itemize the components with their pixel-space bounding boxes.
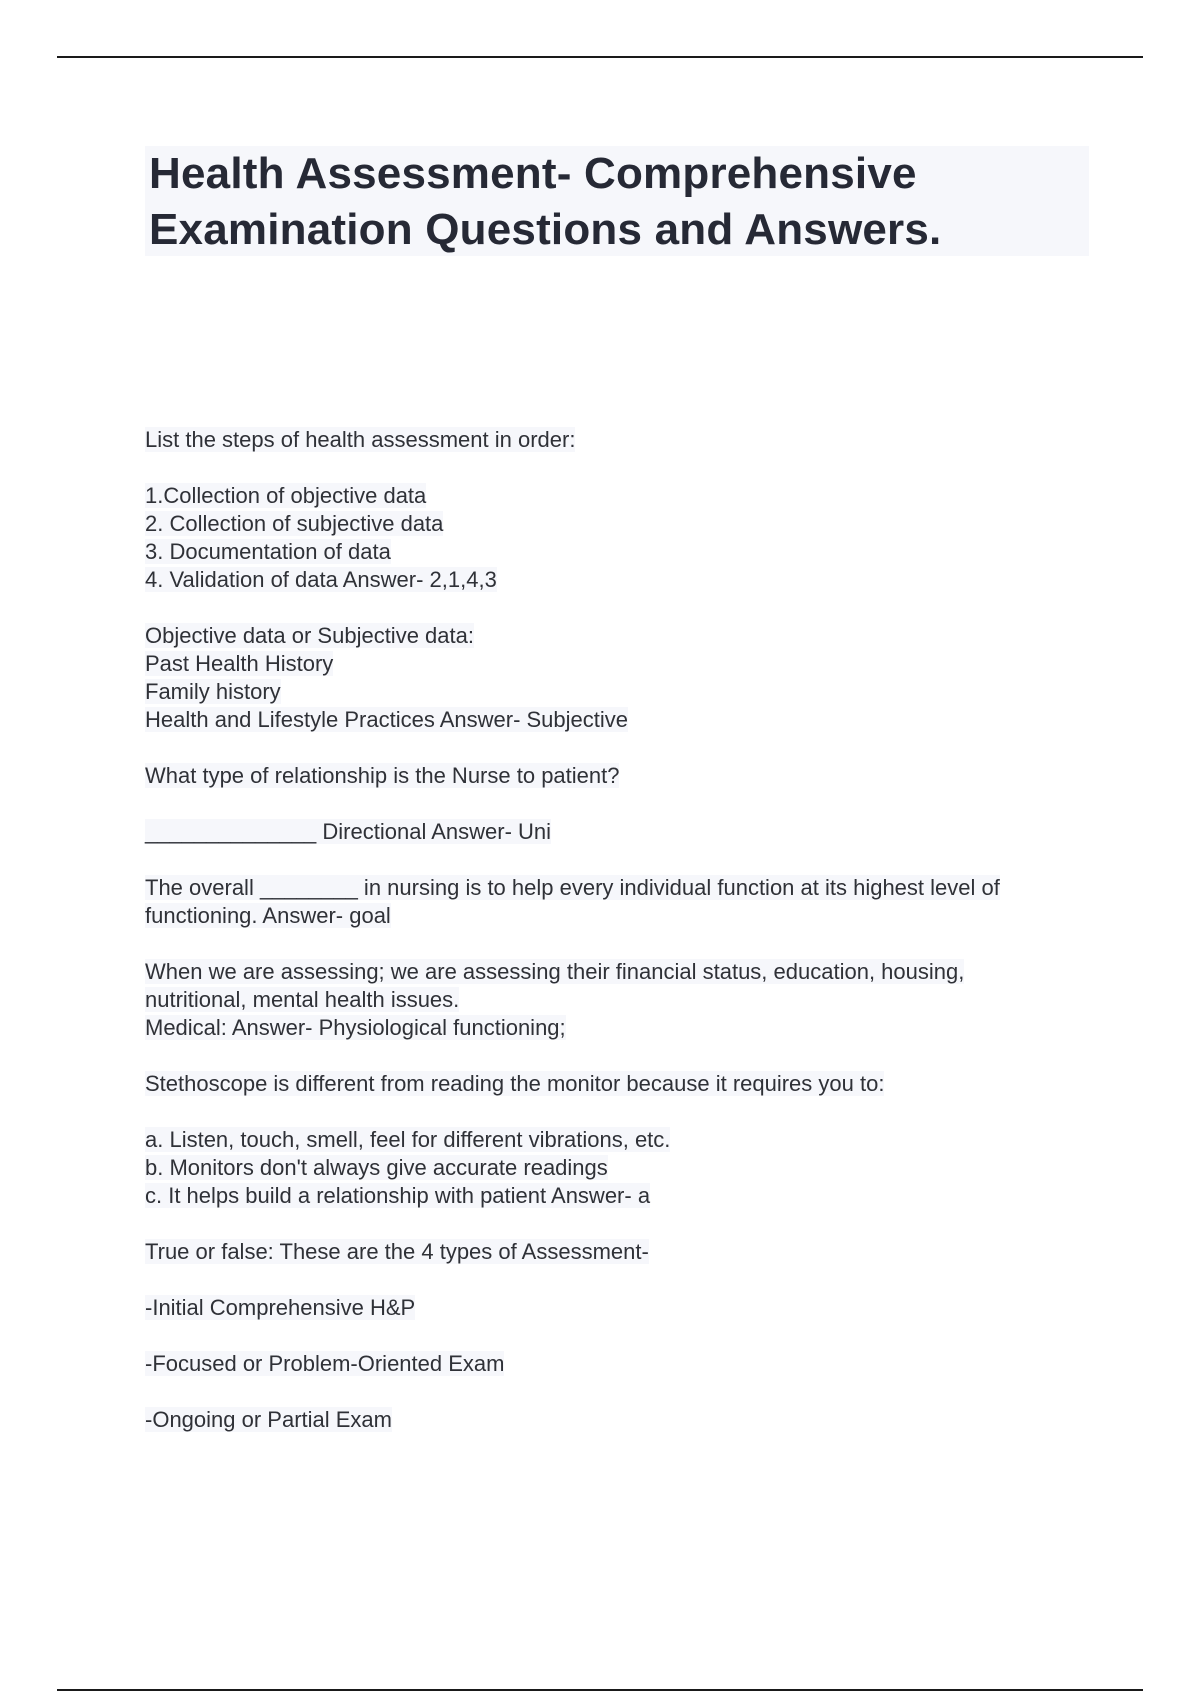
question-overall-goal — [145, 874, 1095, 930]
question-steps-prompt — [145, 426, 1095, 454]
text-line: Family history — [145, 679, 281, 704]
text-line: functioning. Answer- goal — [145, 903, 391, 928]
question-true-false — [145, 1238, 1095, 1266]
text-line: 1.Collection of objective data — [145, 483, 427, 508]
text-line: The overall ________ in nursing is to help every individual function at its highest level of — [145, 875, 1000, 900]
text-line: -Initial Comprehensive H&P — [145, 1295, 416, 1320]
text-line: What type of relationship is the Nurse to patient? — [145, 763, 620, 788]
assessment-type-item — [145, 1294, 1095, 1322]
title-line-1: Health Assessment- Comprehensive — [149, 149, 917, 198]
text-line: b. Monitors don't always give accurate readings — [145, 1155, 608, 1180]
text-line: -Focused or Problem-Oriented Exam — [145, 1351, 505, 1376]
text-line: 3. Documentation of data — [145, 539, 391, 564]
text-line: True or false: These are the 4 types of Assessment- — [145, 1239, 649, 1264]
text-line: Health and Lifestyle Practices Answer- Subjective — [145, 707, 629, 732]
assessment-type-item — [145, 1406, 1095, 1434]
assessment-type-item — [145, 1350, 1095, 1378]
document-body — [145, 426, 1095, 1462]
answer-directional — [145, 818, 1095, 846]
question-stethoscope-prompt — [145, 1070, 1095, 1098]
text-line: When we are assessing; we are assessing their financial status, education, housing, — [145, 959, 965, 984]
text-line: Objective data or Subjective data: — [145, 623, 474, 648]
question-objective-subjective — [145, 622, 1095, 734]
text-line: 2. Collection of subjective data — [145, 511, 444, 536]
question-relationship — [145, 762, 1095, 790]
question-steps-options — [145, 482, 1095, 594]
text-line: List the steps of health assessment in order: — [145, 427, 576, 452]
text-line: nutritional, mental health issues. — [145, 987, 460, 1012]
text-line: c. It helps build a relationship with patient Answer- a — [145, 1183, 651, 1208]
text-line: a. Listen, touch, smell, feel for different vibrations, etc. — [145, 1127, 671, 1152]
text-line: 4. Validation of data Answer- 2,1,4,3 — [145, 567, 497, 592]
bottom-rule — [57, 1689, 1143, 1691]
text-line: Stethoscope is different from reading the monitor because it requires you to: — [145, 1071, 885, 1096]
top-rule — [57, 56, 1143, 58]
text-line: Past Health History — [145, 651, 334, 676]
document-title — [145, 146, 1089, 256]
title-line-2: Examination Questions and Answers. — [149, 205, 942, 254]
text-line: Medical: Answer- Physiological functioning; — [145, 1015, 566, 1040]
question-stethoscope-options — [145, 1126, 1095, 1210]
text-line: ______________ Directional Answer- Uni — [145, 819, 552, 844]
text-line: -Ongoing or Partial Exam — [145, 1407, 392, 1432]
question-assessing — [145, 958, 1095, 1042]
